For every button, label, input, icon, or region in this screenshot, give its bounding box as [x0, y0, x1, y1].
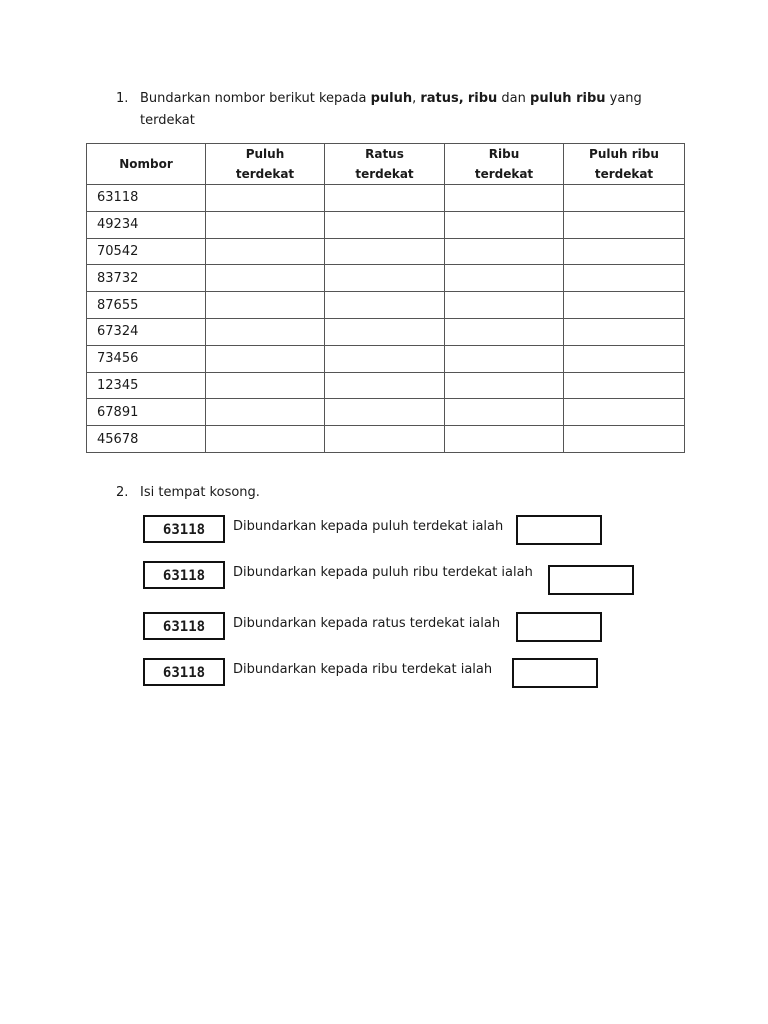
header-label: Ribu [488, 147, 520, 161]
header-label: terdekat [474, 167, 534, 181]
question-number: 2. [116, 485, 129, 500]
answer-cell[interactable] [445, 211, 564, 238]
answer-cell[interactable] [325, 318, 445, 345]
answer-cell[interactable] [325, 372, 445, 399]
statement-text: Dibundarkan kepada ribu terdekat ialah [233, 662, 493, 677]
statement-text: Dibundarkan kepada puluh ribu terdekat ialah [233, 565, 533, 580]
header-puluh [206, 144, 325, 185]
header-ribu [445, 144, 564, 185]
number-cell: 67324 [87, 318, 206, 345]
answer-box[interactable] [516, 612, 602, 642]
answer-cell[interactable] [206, 211, 325, 238]
answer-box[interactable] [512, 658, 598, 688]
question-text-part: , [412, 91, 421, 106]
answer-cell[interactable] [445, 399, 564, 426]
answer-cell[interactable] [206, 318, 325, 345]
answer-cell[interactable] [325, 345, 445, 372]
number-cell: 67891 [87, 399, 206, 426]
question-text-part: yang terdekat [140, 91, 642, 128]
number-box: 63118 [143, 658, 225, 686]
header-label: Nombor [119, 157, 173, 171]
answer-cell[interactable] [564, 345, 685, 372]
table-row [87, 345, 685, 372]
answer-cell[interactable] [564, 265, 685, 292]
question-text-part: Bundarkan nombor berikut kepada [140, 91, 371, 106]
number-cell: 12345 [87, 372, 206, 399]
header-ratus [325, 144, 445, 185]
statement-text: Dibundarkan kepada ratus terdekat ialah [233, 616, 501, 631]
keyword-ribu: ribu [467, 91, 498, 106]
answer-cell[interactable] [325, 426, 445, 453]
answer-cell[interactable] [445, 318, 564, 345]
answer-cell[interactable] [445, 292, 564, 319]
answer-cell[interactable] [325, 238, 445, 265]
header-label: Puluh ribu [589, 147, 659, 161]
number-box: 63118 [143, 561, 225, 589]
question-number: 1. [116, 91, 129, 106]
answer-box[interactable] [516, 515, 602, 545]
answer-cell[interactable] [206, 265, 325, 292]
answer-cell[interactable] [206, 238, 325, 265]
question-text [140, 88, 660, 132]
answer-cell[interactable] [445, 185, 564, 212]
answer-cell[interactable] [564, 238, 685, 265]
answer-cell[interactable] [325, 185, 445, 212]
header-label: Puluh [245, 147, 285, 161]
number-box: 63118 [143, 612, 225, 640]
table-row [87, 318, 685, 345]
table-row [87, 211, 685, 238]
header-puluh-ribu [564, 144, 685, 185]
answer-cell[interactable] [206, 399, 325, 426]
number-cell: 63118 [87, 185, 206, 212]
number-cell: 73456 [87, 345, 206, 372]
statement-text: Dibundarkan kepada puluh terdekat ialah [233, 519, 504, 534]
answer-cell[interactable] [206, 372, 325, 399]
number-cell: 70542 [87, 238, 206, 265]
table-row [87, 238, 685, 265]
answer-cell[interactable] [564, 399, 685, 426]
question-text-part: dan [497, 91, 531, 106]
answer-cell[interactable] [445, 265, 564, 292]
table-header-row [87, 144, 685, 185]
rounding-table [86, 143, 685, 453]
number-cell: 83732 [87, 265, 206, 292]
answer-cell[interactable] [564, 426, 685, 453]
answer-cell[interactable] [206, 292, 325, 319]
keyword-puluh-ribu: puluh ribu [530, 91, 606, 106]
answer-cell[interactable] [206, 185, 325, 212]
answer-cell[interactable] [564, 372, 685, 399]
keyword-ratus: ratus, [420, 91, 464, 106]
answer-cell[interactable] [564, 292, 685, 319]
header-label: terdekat [594, 167, 654, 181]
header-label: Ratus [365, 147, 404, 161]
table-row [87, 372, 685, 399]
header-label: terdekat [355, 167, 414, 181]
answer-cell[interactable] [564, 318, 685, 345]
table-row [87, 426, 685, 453]
table-row [87, 399, 685, 426]
number-box: 63118 [143, 515, 225, 543]
header-label: terdekat [235, 167, 295, 181]
answer-cell[interactable] [325, 211, 445, 238]
number-cell: 49234 [87, 211, 206, 238]
answer-cell[interactable] [206, 345, 325, 372]
table-row [87, 292, 685, 319]
header-nombor [87, 144, 206, 185]
answer-cell[interactable] [445, 426, 564, 453]
answer-cell[interactable] [325, 265, 445, 292]
table-row [87, 265, 685, 292]
answer-cell[interactable] [564, 211, 685, 238]
table-row [87, 185, 685, 212]
answer-cell[interactable] [445, 372, 564, 399]
answer-cell[interactable] [325, 399, 445, 426]
answer-box[interactable] [548, 565, 634, 595]
answer-cell[interactable] [445, 238, 564, 265]
keyword-puluh: puluh [370, 91, 413, 106]
answer-cell[interactable] [206, 426, 325, 453]
number-cell: 45678 [87, 426, 206, 453]
number-cell: 87655 [87, 292, 206, 319]
answer-cell[interactable] [564, 185, 685, 212]
question-text: Isi tempat kosong. [140, 485, 260, 500]
answer-cell[interactable] [325, 292, 445, 319]
answer-cell[interactable] [445, 345, 564, 372]
